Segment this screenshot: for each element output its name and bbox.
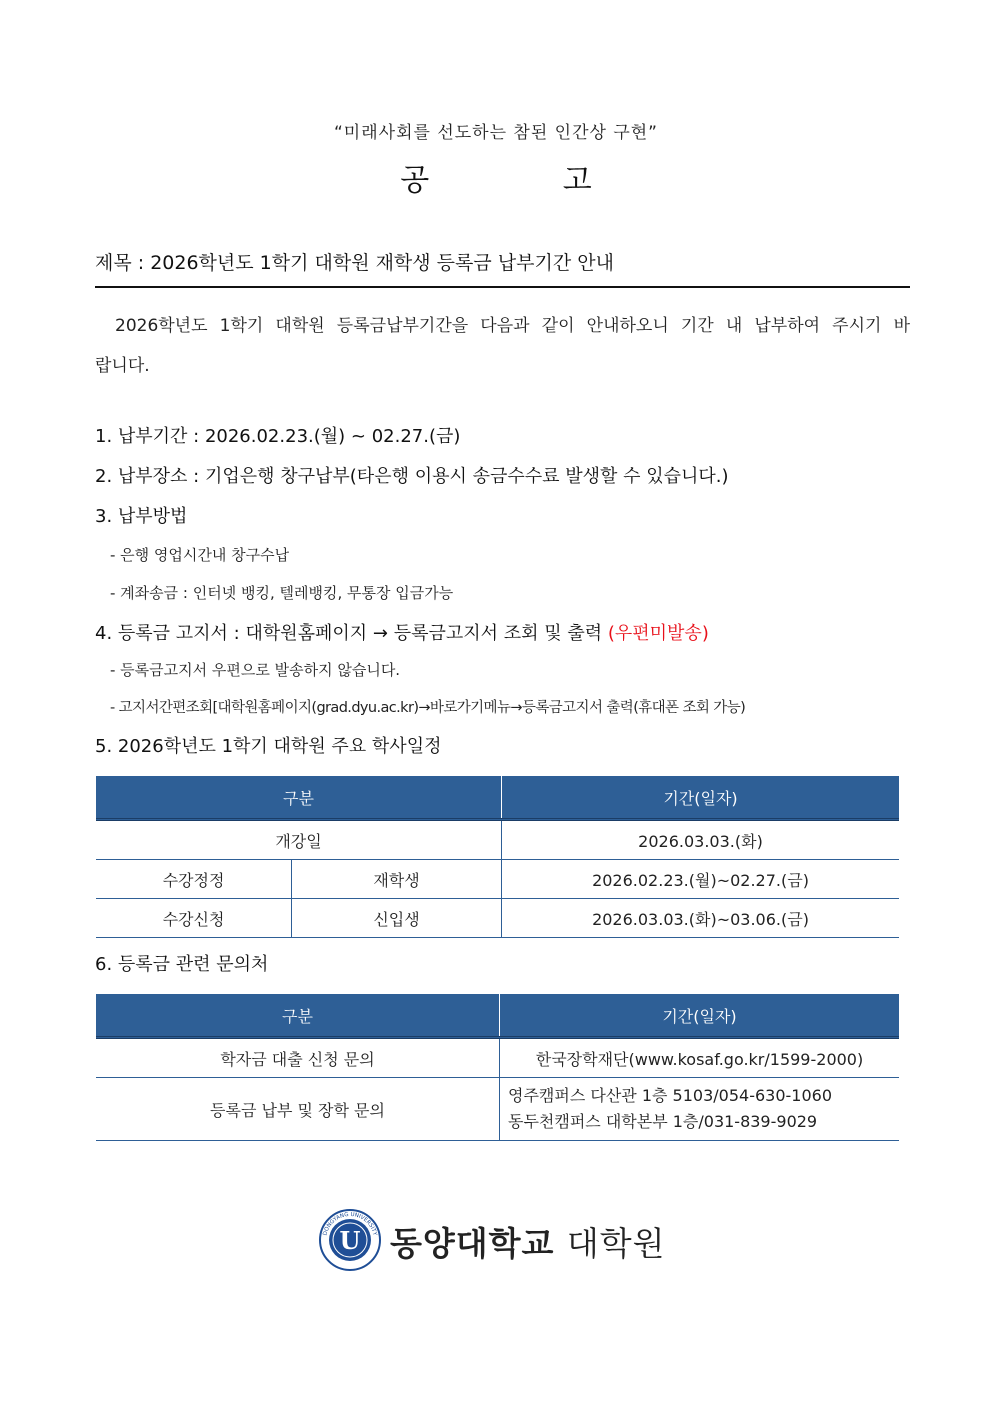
row-contact: 한국장학재단(www.kosaf.go.kr/1599-2000) [500, 1038, 900, 1078]
row-category: 등록금 납부 및 장학 문의 [96, 1078, 500, 1141]
emblem-ring-text: DONGYANG UNIVERSITY [322, 1211, 378, 1237]
notice-subject: 제목 : 2026학년도 1학기 대학원 재학생 등록금 납부기간 안내 [95, 252, 614, 274]
table-header-row [96, 776, 899, 820]
table-row [96, 860, 899, 899]
bill-notice-text: 4. 등록금 고지서 : 대학원홈페이지 → 등록금고지서 조회 및 출력 [95, 623, 603, 644]
row-period: 2026.03.03.(화) [502, 820, 900, 860]
table-row [96, 820, 899, 860]
table-row [96, 1078, 899, 1141]
payment-method-transfer: - 계좌송금 : 인터넷 뱅킹, 텔레뱅킹, 무통장 입금가능 [110, 584, 454, 602]
row-category: 수강정정 [96, 860, 292, 899]
emblem-letter: U [339, 1226, 361, 1255]
slogan: “미래사회를 선도하는 참된 인간상 구현” [334, 123, 658, 143]
payment-method-bank: - 은행 영업시간내 창구수납 [110, 546, 290, 564]
university-name [390, 1218, 666, 1265]
bill-lookup-note: - 고지서간편조회[대학원홈페이지(grad.dyu.ac.kr)→바로가기메뉴→등록금고지서 출력(휴대폰 조회 가능) [110, 700, 746, 716]
page-title: 공 고 [400, 163, 654, 198]
contact-line-dongducheon: 동두천캠퍼스 대학본부 1층/031-839-9029 [508, 1112, 818, 1131]
graduate-school-label: 대학원 [566, 1224, 666, 1263]
contact-line-yeongju: 영주캠퍼스 다산관 1층 5103/054-630-1060 [508, 1086, 832, 1105]
row-period: 2026.02.23.(월)~02.27.(금) [502, 860, 900, 899]
table-row [96, 899, 899, 938]
header-category: 구분 [96, 776, 502, 820]
row-subcategory: 신입생 [292, 899, 502, 938]
schedule-title: 5. 2026학년도 1학기 대학원 주요 학사일정 [95, 736, 442, 757]
university-logo [318, 1208, 678, 1272]
no-mail-badge: (우편미발송) [607, 623, 709, 644]
header-category: 구분 [96, 994, 500, 1038]
table-header-row [96, 994, 899, 1038]
contact-title: 6. 등록금 관련 문의처 [95, 954, 269, 975]
payment-method-title: 3. 납부방법 [95, 506, 188, 527]
university-name-bold: 동양대학교 [390, 1224, 555, 1263]
bill-no-mail-note: - 등록금고지서 우편으로 발송하지 않습니다. [110, 661, 401, 679]
table-row [96, 1038, 899, 1078]
university-emblem-icon [318, 1208, 382, 1272]
payment-place: 2. 납부장소 : 기업은행 창구납부(타은행 이용시 송금수수료 발생할 수 있습니다.) [95, 466, 729, 487]
bill-notice [95, 619, 709, 645]
row-category: 수강신청 [96, 899, 292, 938]
header-period: 기간(일자) [502, 776, 900, 820]
row-period: 2026.03.03.(화)~03.06.(금) [502, 899, 900, 938]
row-contact [500, 1078, 900, 1141]
payment-period: 1. 납부기간 : 2026.02.23.(월) ~ 02.27.(금) [95, 426, 461, 447]
row-subcategory: 재학생 [292, 860, 502, 899]
row-category: 개강일 [96, 820, 502, 860]
contact-table [96, 994, 899, 1141]
schedule-table [96, 776, 899, 938]
intro-paragraph: 2026학년도 1학기 대학원 등록금납부기간을 다음과 같이 안내하오니 기간 내 납부하여 주시기 바랍니다. [95, 316, 910, 376]
row-category: 학자금 대출 신청 문의 [96, 1038, 500, 1078]
header-period: 기간(일자) [500, 994, 900, 1038]
divider [95, 286, 910, 288]
